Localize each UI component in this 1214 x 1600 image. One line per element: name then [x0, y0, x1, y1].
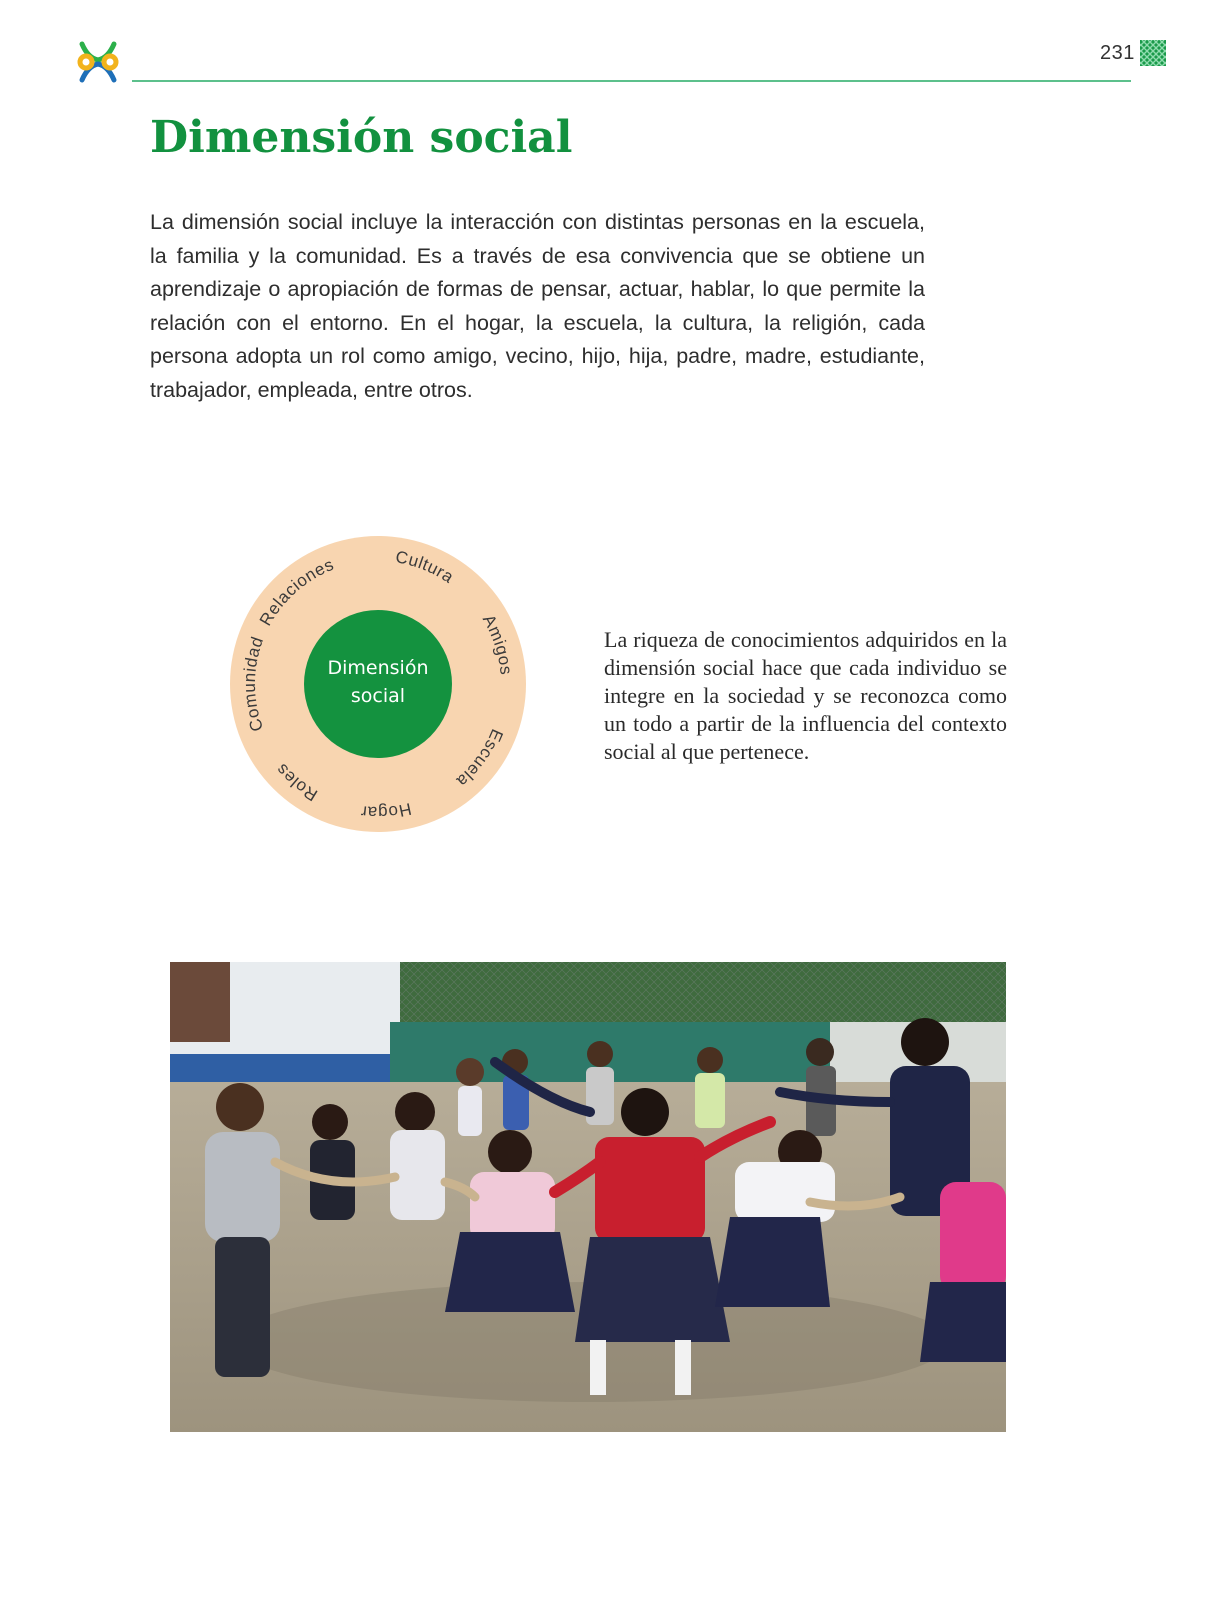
center-circle — [304, 610, 452, 758]
ring-label-comunidad: Comunidad — [239, 633, 268, 734]
ring-label-amigos: Amigos — [478, 611, 516, 676]
ring-label-relaciones: Relaciones — [255, 554, 337, 630]
page-title: Dimensión social — [150, 112, 573, 163]
diagram-caption: La riqueza de conocimientos adquiridos en la dimensión social hace que cada individuo se integre en la sociedad y se reconozca como un todo a partir de la influencia del contexto social al que pertenece. — [604, 627, 1007, 764]
section-mark-icon — [1140, 40, 1166, 66]
social-dimension-diagram — [228, 534, 528, 834]
program-logo-icon — [74, 38, 122, 86]
header-rule — [132, 80, 1131, 82]
intro-paragraph: La dimensión social incluye la interacción con distintas personas en la escuela, la familia y la comunidad. Es a través de esa convivencia que se obtiene un aprendizaje o apropiación de formas de pensar, actuar, hablar, lo que permite la relación con el entorno. En el hogar, la escuela, la cultura, la religión, cada persona adopta un rol como amigo, vecino, hijo, hija, padre, madre, estudiante, trabajador, empleada, entre otros. — [150, 210, 925, 402]
ring-label-hogar: Hogar — [359, 799, 414, 823]
ring-label-cultura: Cultura — [394, 547, 458, 587]
center-label-line1: Dimensión — [327, 657, 429, 679]
center-label-line2: social — [350, 685, 406, 707]
ring-label-escuela: Escuela — [452, 726, 507, 792]
children-circle-photo — [170, 962, 1006, 1432]
page-number: 231 — [1100, 42, 1135, 64]
ring-label-roles: Roles — [271, 759, 321, 805]
